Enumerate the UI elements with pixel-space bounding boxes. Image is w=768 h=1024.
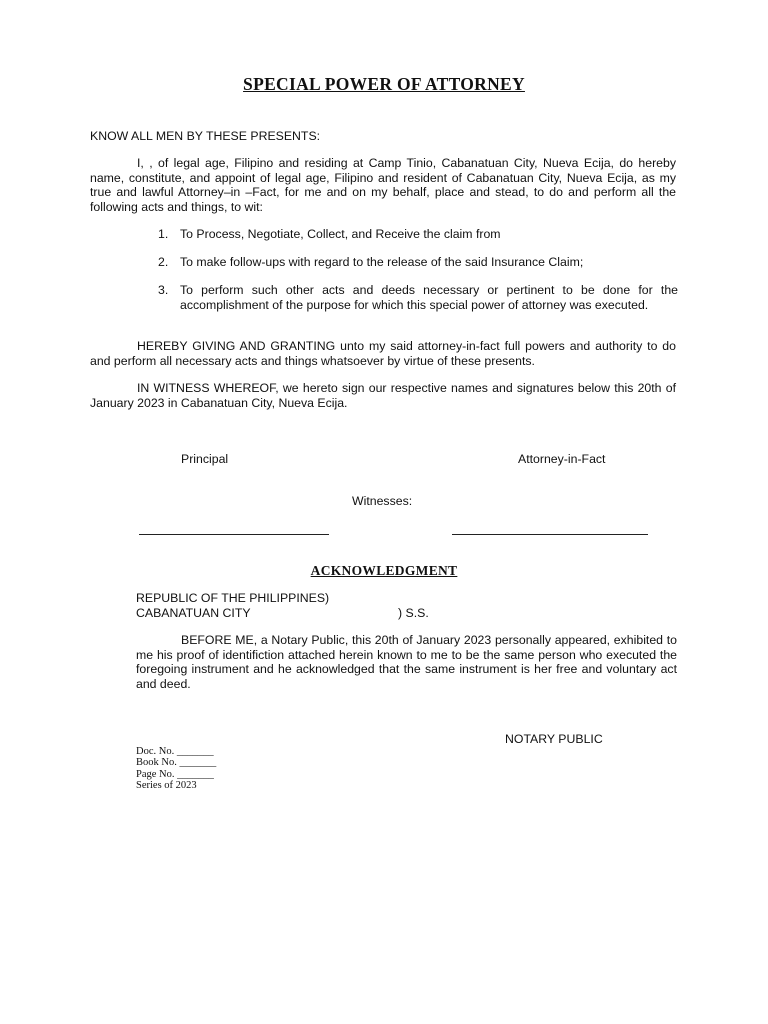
doc-number: Doc. No. _______ [136,746,214,757]
book-number: Book No. _______ [136,757,217,768]
witness-signature-line [139,534,329,535]
notary-public-label: NOTARY PUBLIC [505,732,603,746]
list-item-number: 3. [158,283,169,297]
series-year: Series of 2023 [136,780,197,791]
principal-label: Principal [181,452,229,466]
list-item-text: To make follow-ups with regard to the release of the said Insurance Claim; [180,255,584,269]
granting-paragraph: HEREBY GIVING AND GRANTING unto my said attorney-in-fact full powers and authority to do and perform all necessary acts and things whatsoever by virtue of these presents. [90,339,676,368]
list-item-number: 2. [158,255,169,269]
witnesses-label: Witnesses: [352,494,413,508]
opening-line: KNOW ALL MEN BY THESE PRESENTS: [90,129,321,143]
appointment-paragraph: I, , of legal age, Filipino and residing at Camp Tinio, Cabanatuan City, Nueva Ecija, do hereby name, constitute, and appoint of legal age, Filipino and resident of Cabanatuan City, Nueva Ecija, as my true and lawful Attorney–in –Fact, for me and on my behalf, place and stead, to do and perform all the following acts and things, to wit: [90,156,676,214]
venue-republic: REPUBLIC OF THE PHILIPPINES) [136,591,330,605]
acknowledgment-paragraph: BEFORE ME, a Notary Public, this 20th of January 2023 personally appeared, exhibited to me his proof of identifiction attached herein known to me to be the same person who executed the foregoing instrument and he acknowledged that the same instrument is her free and voluntary act and deed. [136,633,677,691]
witness-signature-line [452,534,648,535]
list-item-number: 1. [158,227,169,241]
venue-ss: ) S.S. [398,606,429,620]
venue-city: CABANATUAN CITY [136,606,251,620]
document-title: SPECIAL POWER OF ATTORNEY [243,74,525,94]
list-item-text: To Process, Negotiate, Collect, and Receive the claim from [180,227,501,241]
list-item-text: To perform such other acts and deeds necessary or pertinent to be done for the accomplishment of the purpose for which this special power of attorney was executed. [180,283,678,312]
acknowledgment-heading: ACKNOWLEDGMENT [310,563,458,578]
page-number: Page No. _______ [136,769,214,780]
witness-whereof-paragraph: IN WITNESS WHEREOF, we hereto sign our respective names and signatures below this 20th of January 2023 in Cabanatuan City, Nueva Ecija. [90,381,676,410]
attorney-in-fact-label: Attorney-in-Fact [518,452,606,466]
